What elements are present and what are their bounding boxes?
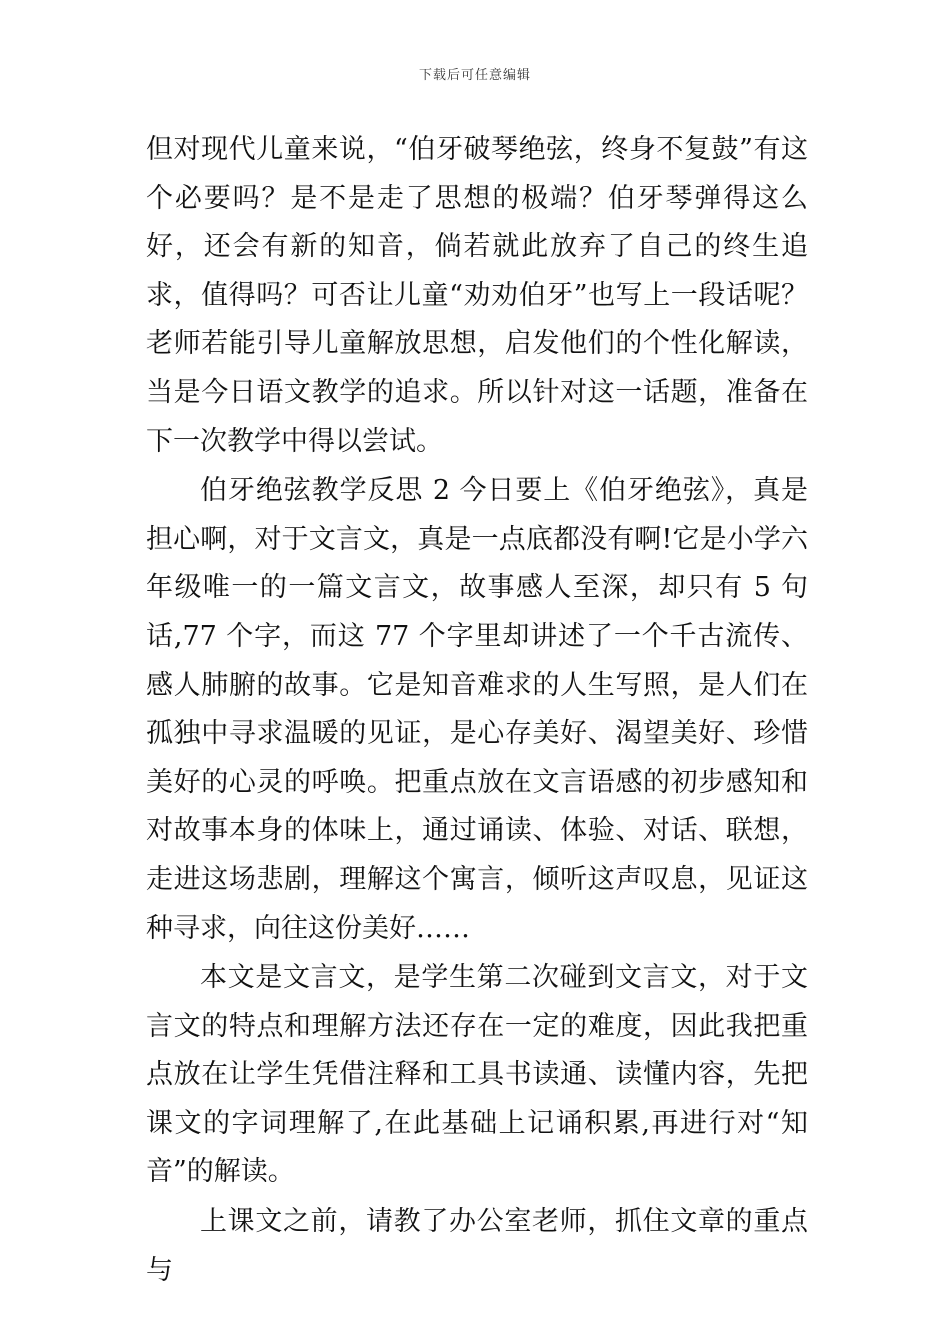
paragraph-1: 但对现代儿童来说，“伯牙破琴绝弦，终身不复鼓”有这个必要吗？是不是走了思想的极端？伯牙琴弹得这么好，还会有新的知音，倘若就此放弃了自己的终生追求，值得吗？可否让儿童“劝劝伯牙”也写上一段话呢？老师若能引导儿童解放思想，启发他们的个性化解读，当是今日语文教学的追求。所以针对这一话题，准备在下一次教学中得以尝试。 (146, 134, 808, 457)
document-body (146, 126, 808, 1295)
paragraph-2: 伯牙绝弦教学反思 2 今日要上《伯牙绝弦》，真是担心啊，对于文言文，真是一点底都没有啊!它是小学六年级唯一的一篇文言文，故事感人至深，却只有 5 句话,77 个字，而这 77 个字里却讲述了一个千古流传、感人肺腑的故事。它是知音难求的人生写照，是人们在孤独中寻求温暖的见证，是心存美好、渴望美好、珍惜美好的心灵的呼唤。把重点放在文言语感的初步感知和对故事本身的体味上，通过诵读、体验、对话、联想，走进这场悲剧，理解这个寓言，倾听这声叹息，见证这种寻求，向往这份美好…… (146, 475, 808, 944)
paragraph-4: 上课文之前，请教了办公室老师，抓住文章的重点与 (146, 1206, 808, 1286)
header-note: 下载后可任意编辑 (418, 68, 531, 83)
paragraph-3: 本文是文言文，是学生第二次碰到文言文，对于文言文的特点和理解方法还存在一定的难度，因此我把重点放在让学生凭借注释和工具书读通、读懂内容，先把课文的字词理解了,在此基础上记诵积累,再进行对“知音”的解读。 (146, 962, 808, 1188)
